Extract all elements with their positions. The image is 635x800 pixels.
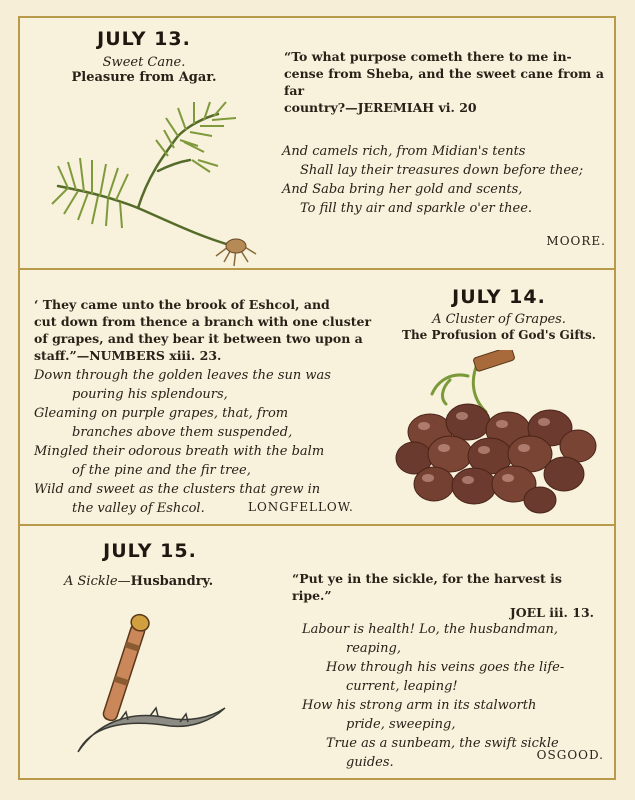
poem-line: How through his veins goes the life-: [326, 660, 565, 675]
quote-line: “To what purpose cometh there to me in-: [284, 49, 572, 64]
entry-date: JULY 13.: [97, 28, 191, 50]
poem-line: pride, sweeping,: [346, 717, 456, 732]
quote-line: cut down from thence a branch with one cluster: [34, 314, 372, 329]
poem-line: How his strong arm in its stalworth: [302, 698, 537, 713]
poem-line: True as a sunbeam, the swift sickle: [326, 736, 559, 751]
entry-subtitle: A Cluster of Grapes.: [432, 312, 566, 327]
entry-date: JULY 15.: [103, 540, 197, 562]
entry-subtitle: A Sickle—: [64, 574, 131, 589]
sweet-cane-illustration: [28, 96, 278, 268]
entry-subtitle-row: [64, 570, 284, 589]
scripture-quote: [34, 296, 372, 364]
poem: [282, 142, 612, 218]
entry-subtitle: Sweet Cane.: [102, 55, 186, 70]
entry-july-13: [18, 16, 616, 270]
poem-line: Down through the golden leaves the sun was: [34, 368, 331, 383]
poem-line: guides.: [346, 755, 394, 770]
poem: [34, 366, 380, 518]
scripture-quote: [292, 570, 604, 621]
poem-line: Labour is health! Lo, the husbandman,: [302, 622, 559, 637]
quote-line: country?—JEREMIAH vi. 20: [284, 100, 477, 115]
quote-line: cense from Sheba, and the sweet cane from a far: [284, 66, 604, 98]
entry-date: JULY 14.: [452, 286, 546, 308]
entry-july-15: [18, 526, 616, 780]
poem-line: Wild and sweet as the clusters that grew in: [34, 482, 321, 497]
poem-line: Gleaming on purple grapes, that, from: [34, 406, 289, 421]
poem-line: reaping,: [346, 641, 401, 656]
quote-line: staff.”—NUMBERS xiii. 23.: [34, 348, 222, 363]
sickle-illustration: [60, 610, 240, 760]
poem-line: Mingled their odorous breath with the balm: [34, 444, 325, 459]
quote-line: JOEL iii. 13.: [509, 605, 594, 620]
poem-line: branches above them suspended,: [72, 425, 293, 440]
entry-theme: Husbandry.: [130, 574, 214, 589]
grape-cluster-illustration: [390, 350, 600, 518]
poem-author: LONGFELLOW.: [248, 500, 354, 514]
poem-line: the valley of Eshcol.: [72, 501, 205, 516]
poem-author: OSGOOD.: [536, 748, 604, 762]
entry-theme: Pleasure from Agar.: [71, 70, 217, 85]
entry-july-14: [18, 270, 616, 526]
poem-line: pouring his splendours,: [72, 387, 228, 402]
quote-line: ‘ They came unto the brook of Eshcol, and: [34, 297, 330, 312]
quote-line: of grapes, and they bear it between two upon a: [34, 331, 363, 346]
poem-line: And camels rich, from Midian's tents: [282, 144, 526, 159]
poem-line: To fill thy air and sparkle o'er thee.: [300, 201, 533, 216]
poem-author: MOORE.: [546, 234, 606, 248]
poem-line: Shall lay their treasures down before thee;: [300, 163, 584, 178]
quote-line: “Put ye in the sickle, for the harvest is ripe.”: [292, 571, 562, 603]
poem-line: And Saba bring her gold and scents,: [282, 182, 523, 197]
entry-theme: The Profusion of God's Gifts.: [402, 328, 596, 342]
poem-line: current, leaping!: [346, 679, 458, 694]
poem-line: of the pine and the fir tree,: [72, 463, 251, 478]
scripture-quote: [284, 48, 604, 116]
